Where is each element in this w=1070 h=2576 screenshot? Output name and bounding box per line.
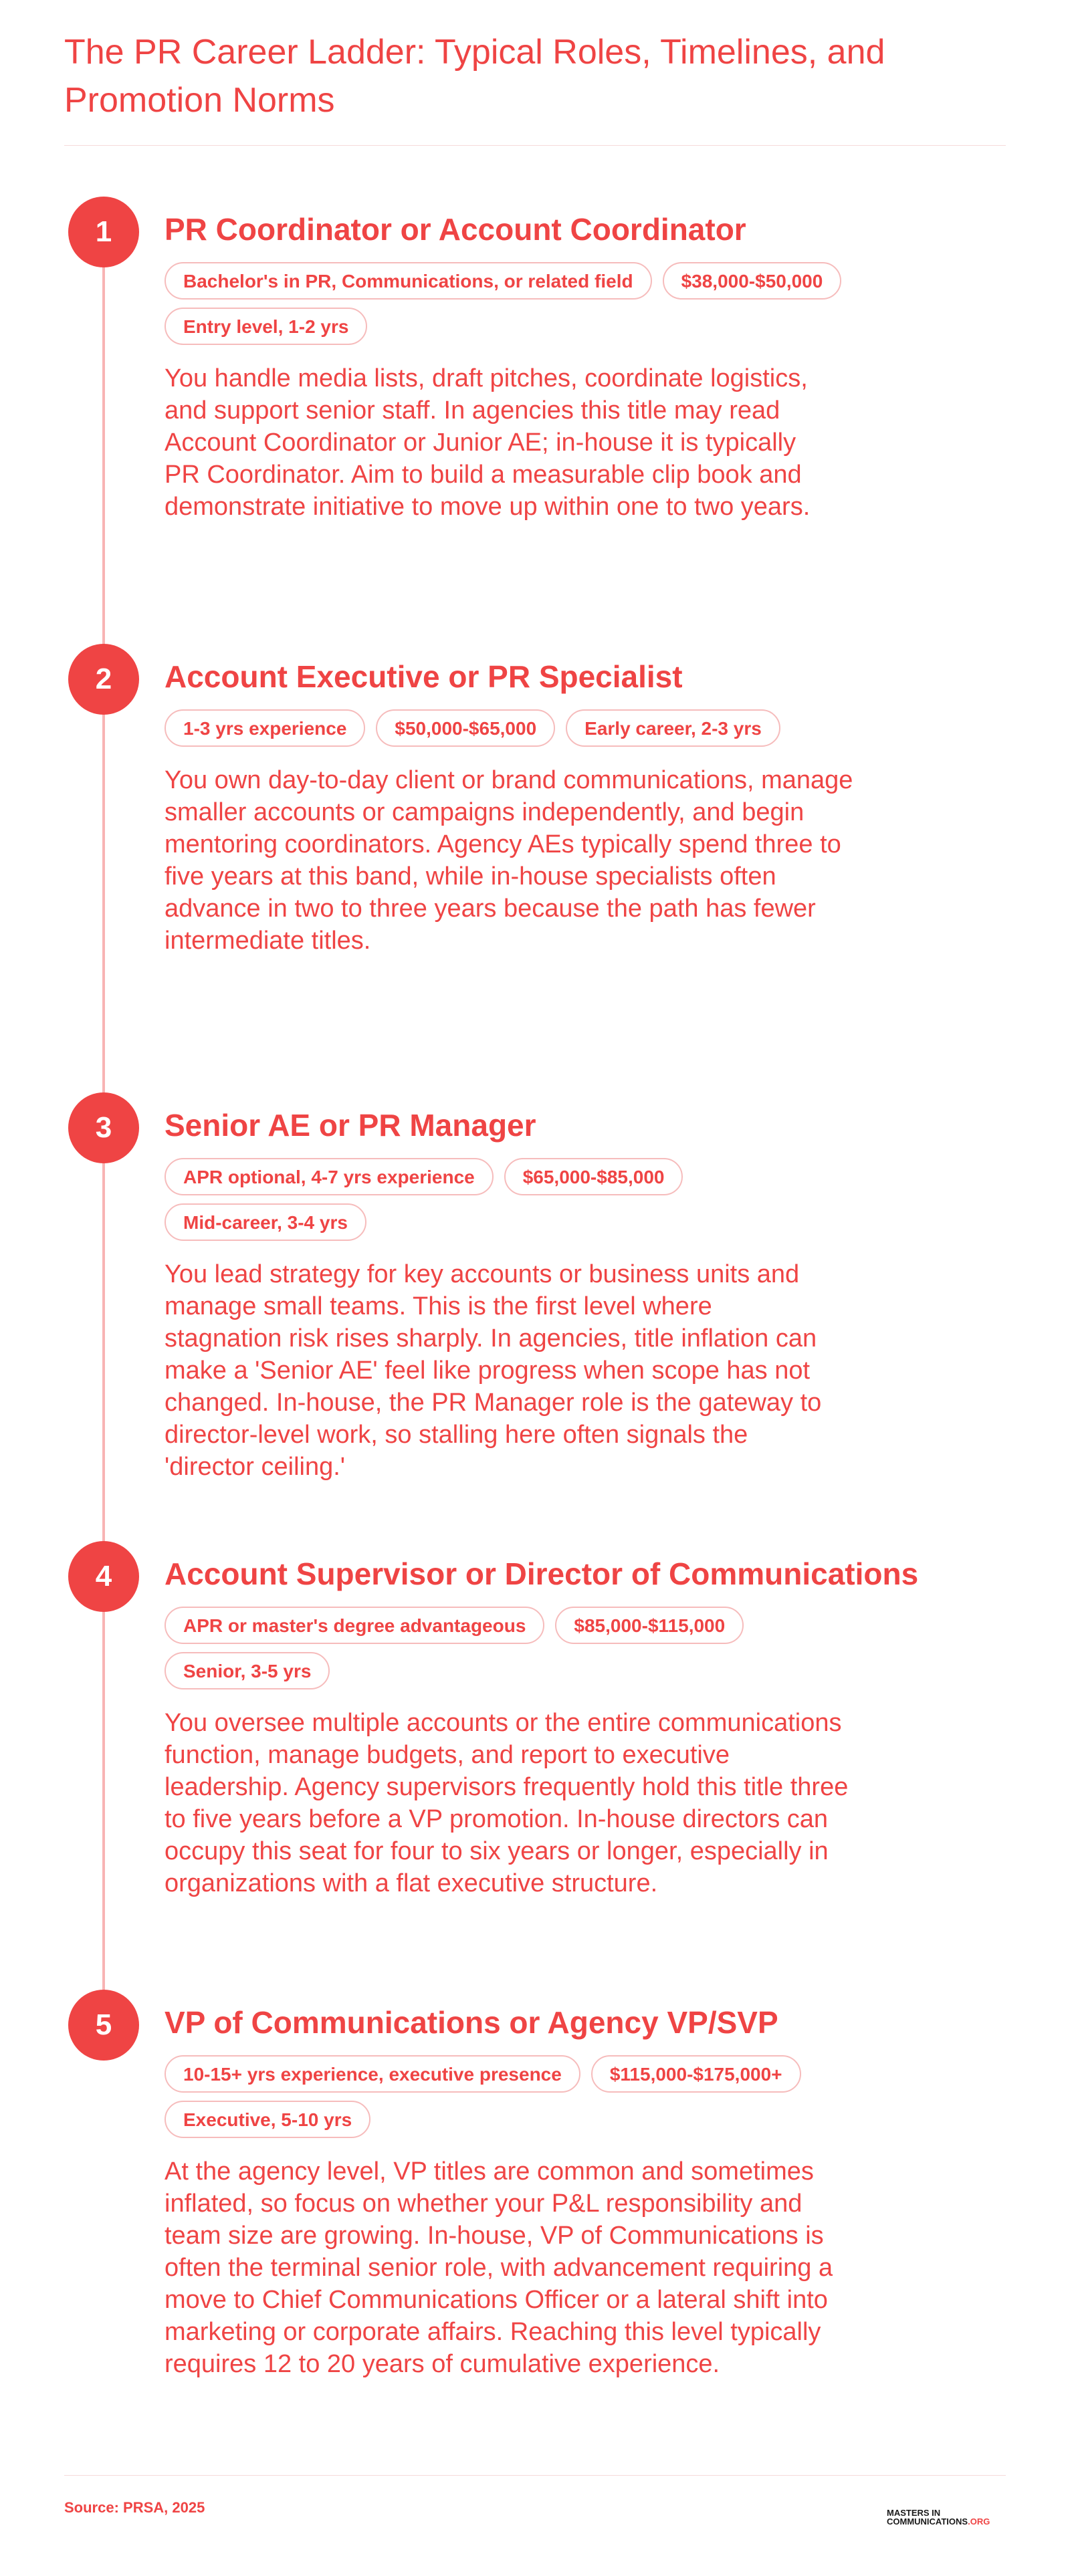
salary-tag: $50,000-$65,000 xyxy=(376,709,555,747)
step-description: You own day-to-day client or brand communications, manage smaller accounts or campaigns independently, and begin mentoring coordinators. Agency AEs typically spend three to five years at this band, while in-house specialists often advance in two to three years because the path has fewer intermediate titles. xyxy=(165,766,853,955)
step-tags xyxy=(165,1607,833,1697)
step-tags xyxy=(165,709,954,755)
education-tag: APR optional, 4-7 yrs experience xyxy=(165,1158,494,1195)
logo-suffix: .ORG xyxy=(968,2516,990,2527)
salary-tag: $65,000-$85,000 xyxy=(504,1158,683,1195)
step-title: PR Coordinator or Account Coordinator xyxy=(165,212,746,247)
level-tag: Executive, 5-10 yrs xyxy=(165,2101,370,2138)
step-tags xyxy=(165,1158,766,1249)
step-number-badge: 1 xyxy=(68,197,139,267)
step-title: Account Supervisor or Director of Communications xyxy=(165,1556,919,1591)
step-number-badge: 3 xyxy=(68,1092,139,1163)
level-tag: Mid-career, 3-4 yrs xyxy=(165,1203,366,1241)
education-tag: Bachelor's in PR, Communications, or related field xyxy=(165,262,652,300)
logo-line-2 xyxy=(887,2517,1007,2526)
step-description: You lead strategy for key accounts or business units and manage small teams. This is the first level where stagnation risk rises sharply. In agencies, title inflation can make a 'Senior AE' feel like progress when scope has not changed. In-house, the PR Manager role is the gateway to director-level work, so stalling here often signals the 'director ceiling.' xyxy=(165,1260,822,1481)
step-title: Senior AE or PR Manager xyxy=(165,1108,536,1143)
page-title: The PR Career Ladder: Typical Roles, Timelines, and Promotion Norms xyxy=(64,33,885,120)
step-content xyxy=(165,206,954,523)
education-tag: 1-3 yrs experience xyxy=(165,709,365,747)
level-tag: Early career, 2-3 yrs xyxy=(566,709,780,747)
step-description: You handle media lists, draft pitches, coordinate logistics, and support senior staff. In agencies this title may read Account Coordinator or Junior AE; in-house it is typically PR Coordinator. Aim to build a measurable clip book and demonstrate initiative to move up within one to two years. xyxy=(165,364,811,521)
source-citation: Source: PRSA, 2025 xyxy=(64,2499,205,2516)
logo-word: COMMUNICATIONS xyxy=(887,2516,968,2527)
salary-tag: $115,000-$175,000+ xyxy=(591,2055,801,2093)
salary-tag: $38,000-$50,000 xyxy=(663,262,842,300)
step-title: VP of Communications or Agency VP/SVP xyxy=(165,2005,778,2040)
footer-divider xyxy=(64,2475,1006,2476)
step-number-badge: 5 xyxy=(68,1990,139,2061)
logo-line-1: MASTERS IN xyxy=(887,2508,941,2518)
step-tags xyxy=(165,262,954,353)
step-tags xyxy=(165,2055,900,2146)
step-content xyxy=(165,653,954,957)
header-divider xyxy=(64,145,1006,146)
step-content xyxy=(165,1102,954,1483)
brand-logo xyxy=(887,2508,1007,2526)
step-number-badge: 2 xyxy=(68,644,139,715)
education-tag: APR or master's degree advantageous xyxy=(165,1607,544,1644)
education-tag: 10-15+ yrs experience, executive presence xyxy=(165,2055,580,2093)
step-content xyxy=(165,1999,954,2380)
salary-tag: $85,000-$115,000 xyxy=(555,1607,744,1644)
step-description: You oversee multiple accounts or the entire communications function, manage budgets, and report to executive leadership. Agency supervisors frequently hold this title three to five years before a VP promotion. In-house directors can occupy this seat for four to six years or longer, especially in organizations with a flat executive structure. xyxy=(165,1709,849,1897)
step-content xyxy=(165,1550,954,1899)
level-tag: Entry level, 1-2 yrs xyxy=(165,308,367,345)
step-number-badge: 4 xyxy=(68,1541,139,1612)
step-description: At the agency level, VP titles are common and sometimes inflated, so focus on whether your P&L responsibility and team size are growing. In-house, VP of Communications is often the terminal senior role, with advancement requiring a move to Chief Communications Officer or a lateral shift into marketing or corporate affairs. Reaching this level typically requires 12 to 20 years of cumulative experience. xyxy=(165,2157,833,2378)
step-title: Account Executive or PR Specialist xyxy=(165,659,683,694)
level-tag: Senior, 3-5 yrs xyxy=(165,1652,330,1689)
